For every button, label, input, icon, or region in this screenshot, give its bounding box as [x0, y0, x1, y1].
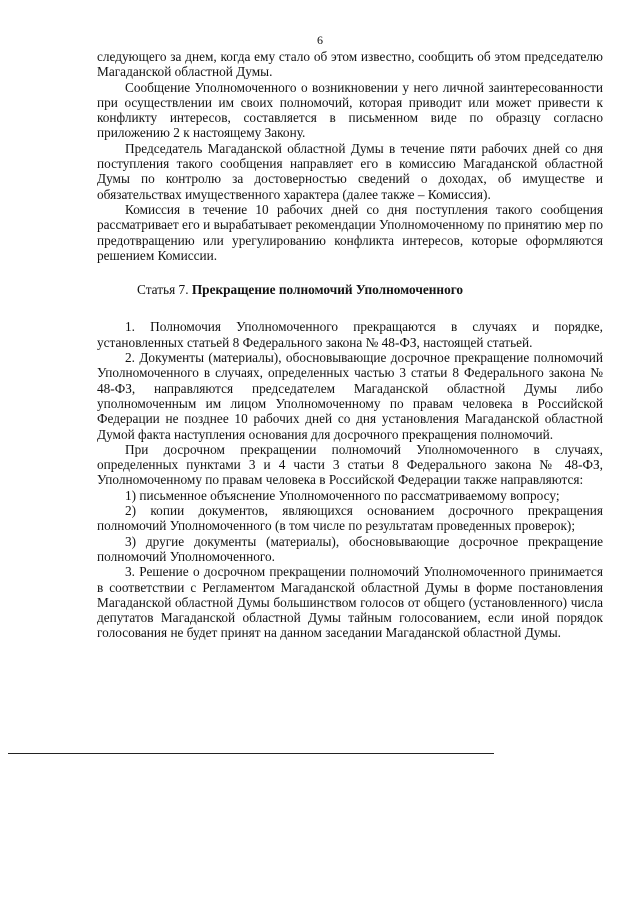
subitem-1: 1) письменное объяснение Уполномоченного по рассматриваемому вопросу; — [125, 487, 560, 503]
subitem-2: 2) копии документов, являющихся основанием досрочного прекращения полномочий Уполномоченного (в том числе по результатам проведенных проверок); — [97, 503, 603, 534]
paragraph-chairman-referral: Председатель Магаданской областной Думы в течение пяти рабочих дней со дня поступления такого сообщения направляет его в комиссию Магаданской областной Думы по контролю за достоверностью сведений о доходах, об имуществе и обязательствах имущественного характера (далее также – Комиссия). — [97, 140, 603, 202]
article-title: Прекращение полномочий Уполномоченного — [191, 282, 464, 298]
article-heading — [137, 282, 603, 297]
subitem-3: 3) другие документы (материалы), обосновывающие досрочное прекращение полномочий Уполномоченного. — [97, 533, 603, 564]
item-1: 1. Полномочия Уполномоченного прекращаются в случаях и порядке, установленных статьей 8 Федерального закона № 48-ФЗ, настоящей статьей. — [97, 319, 603, 350]
footer-divider — [8, 753, 494, 754]
paragraph-continuation: следующего за днем, когда ему стало об этом известно, сообщить об этом председателю Магаданской областной Думы. — [97, 49, 603, 80]
page-number: 6 — [317, 33, 323, 47]
item-2: 2. Документы (материалы), обосновывающие досрочное прекращение полномочий Уполномоченного в случаях, определенных частью 3 статьи 8 Федерального закона № 48-ФЗ, направляются председателем Магаданской областной Думы либо уполномоченным им лицом Уполномоченному по правам человека в Российской Федерации не позднее 10 рабочих дней со дня установления Магаданской областной Думой факта наступления основания для досрочного прекращения полномочий. — [97, 350, 603, 442]
article-number: Статья 7. — [137, 282, 189, 298]
item-2-early-termination: При досрочном прекращении полномочий Уполномоченного в случаях, определенных пунктами 3 и 4 части 3 статьи 8 Федерального закона № 48-ФЗ, Уполномоченному по правам человека в Российской Федерации также направляются: — [97, 441, 603, 488]
paragraph-conflict-notice: Сообщение Уполномоченного о возникновении у него личной заинтересованности при осуществлении им своих полномочий, которая приводит или может привести к конфликту интересов, составляется в письменном виде по образцу согласно приложению 2 к настоящему Закону. — [97, 79, 603, 141]
item-3: 3. Решение о досрочном прекращении полномочий Уполномоченного принимается в соответствии с Регламентом Магаданской областной Думы в форме постановления Магаданской областной Думы большинством голосов от общего (установленного) числа депутатов Магаданской областной Думы тайным голосованием, если иной порядок голосования не будет принят на данном заседании Магаданской областной Думы. — [97, 564, 603, 641]
paragraph-commission-review: Комиссия в течение 10 рабочих дней со дня поступления такого сообщения рассматривает его и вырабатывает рекомендации Уполномоченному по принятию мер по предотвращению или урегулированию конфликта интересов, которые оформляются решением Комиссии. — [97, 201, 603, 263]
document-body — [97, 49, 603, 641]
